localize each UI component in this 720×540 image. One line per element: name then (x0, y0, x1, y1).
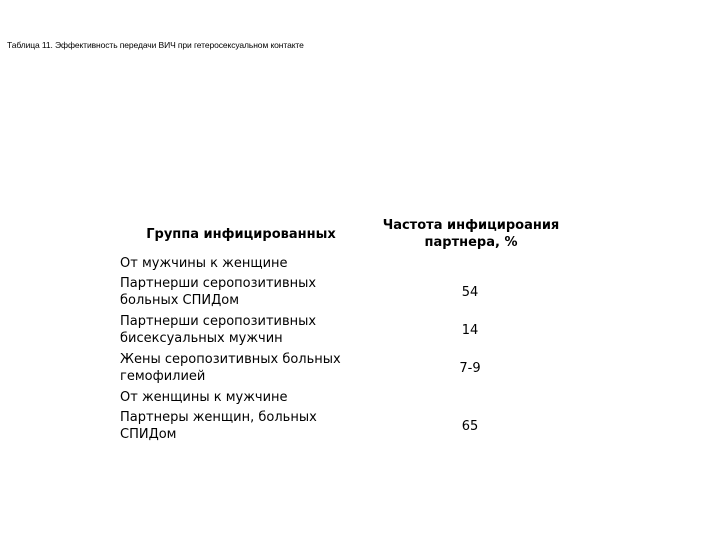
table-row (116, 254, 576, 272)
table-row (116, 312, 576, 348)
cell-rate: 7-9 (459, 360, 481, 376)
table-row (116, 388, 576, 406)
table-row (116, 408, 576, 444)
header-rate: Частота инфицироания партнера, % (382, 218, 560, 250)
cell-group: Партнерши серопозитивных бисексуальных мужчин (120, 314, 317, 346)
cell-group: Партнерши серопозитивных больных СПИДом (120, 276, 317, 308)
cell-group: Партнеры женщин, больных СПИДом (120, 410, 317, 442)
table-caption: Таблица 11. Эффективность передачи ВИЧ при гетеросексуальном контакте (7, 40, 304, 50)
cell-rate: 14 (461, 322, 479, 338)
cell-group: От мужчины к женщине (120, 255, 288, 271)
table-row (116, 350, 576, 386)
cell-rate: 54 (461, 284, 479, 300)
cell-group: Жены серопозитивных больных гемофилией (120, 352, 341, 384)
header-group: Группа инфицированных (146, 226, 336, 242)
table-row (116, 274, 576, 310)
cell-rate: 65 (461, 418, 479, 434)
table-header-row (116, 215, 576, 253)
cell-group: От женщины к мужчине (120, 389, 288, 405)
transmission-table (116, 215, 576, 446)
